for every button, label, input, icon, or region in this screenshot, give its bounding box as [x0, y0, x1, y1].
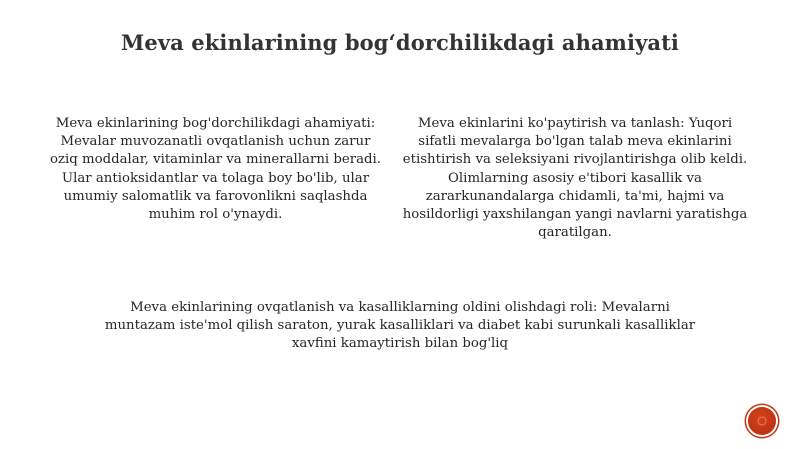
bottom-text-block: Meva ekinlarining ovqatlanish va kasalliklarning oldini olishdagi roli: Mevalarni muntazam iste'mol qilish saraton, yurak kasalliklari va diabet kabi surunkali kasalliklar xavfini kamaytirish bilan bog'liq — [104, 300, 696, 352]
left-text-block: Meva ekinlarining bog'dorchilikdagi ahamiyati: Mevalar muvozanatli ovqatlanish uchun zarur oziq moddalar, vitaminlar va minerallarni beradi. Ular antioksidantlar va tolaga boy bo'lib, ular umumiy salomatlik va farovonlikni saqlashda muhim rol o'ynaydi. — [49, 116, 382, 223]
slide-nav-button[interactable] — [748, 407, 776, 435]
circle-nav-icon — [756, 415, 768, 427]
slide-title: Meva ekinlarining bog‘dorchilikdagi ahamiyati — [121, 30, 679, 55]
right-text-block: Meva ekinlarini ko'paytirish va tanlash: Yuqori sifatli mevalarga bo'lgan talab meva ekinlarini etishtirish va seleksiyani rivojlantirishga olib keldi. Olimlarning asosiy e'tibori kasallik va zararkunandalarga chidamli, ta'mi, hajmi va hosildorligi yaxshilangan yangi navlarni yaratishga qaratilgan. — [402, 116, 748, 241]
